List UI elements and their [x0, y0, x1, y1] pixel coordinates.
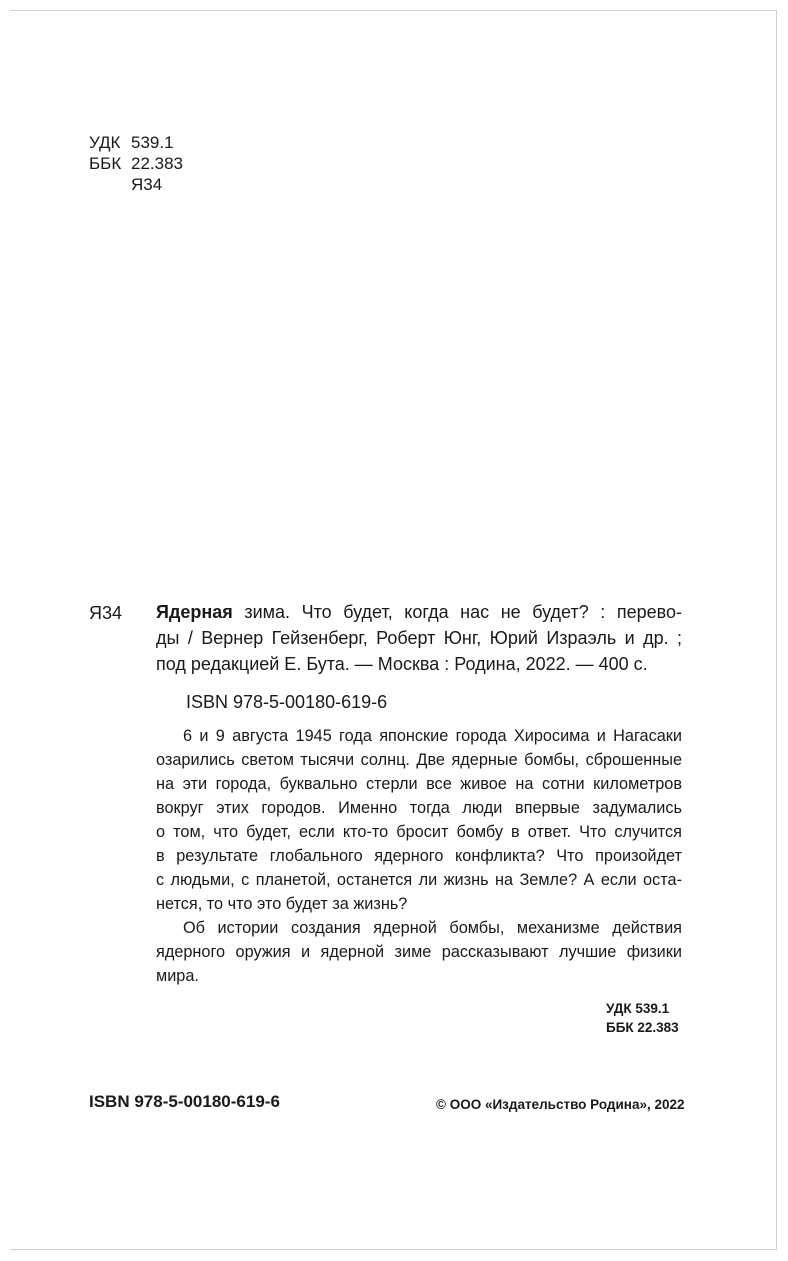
udk-value: 539.1 [131, 133, 174, 152]
bbk-bottom: ББК 22.383 [606, 1020, 679, 1035]
annotation-line: Об истории создания ядерной бомбы, механизме действия [183, 919, 682, 937]
biblio-line: ды / Вернер Гейзенберг, Роберт Юнг, Юрий Израэль и др. ; [156, 628, 682, 648]
annotation [156, 724, 682, 988]
udk-bottom: УДК 539.1 [606, 1001, 670, 1016]
udk-label: УДК [89, 133, 121, 152]
footer-isbn: ISBN 978-5-00180-619-6 [89, 1092, 280, 1111]
biblio-line [156, 599, 682, 625]
book-page [10, 10, 777, 1250]
biblio-line: под редакцией Е. Бута. — Москва : Родина, 2022. — 400 с. [156, 654, 648, 674]
annotation-line: мира. [156, 967, 199, 985]
title-bold: Ядерная [156, 602, 233, 622]
udk-row [89, 132, 183, 153]
annotation-line: ядерного оружия и ядерной зиме рассказывают лучшие физики [156, 943, 682, 961]
annotation-line: нется, то что это будет за жизнь? [156, 895, 408, 913]
annotation-line: озарились светом тысячи солнц. Две ядерные бомбы, сброшенные [156, 751, 682, 769]
author-sign-top: Я34 [131, 175, 163, 194]
title-rest: зима. Что будет, когда нас не будет? : перево- [232, 602, 682, 622]
bbk-label: ББК [89, 154, 122, 173]
annotation-line: вокруг этих городов. Именно тогда люди впервые задумались [156, 799, 682, 817]
annotation-line: в результате глобального ядерного конфликта? Что произойдет [156, 847, 682, 865]
annotation-line: с людьми, с планетой, останется ли жизнь на Земле? А если оста- [156, 871, 682, 889]
author-sign-row [89, 174, 183, 195]
annotation-line: 6 и 9 августа 1945 года японские города Хиросима и Нагасаки [183, 727, 682, 745]
classification-codes-bottom [606, 999, 679, 1037]
annotation-line: на эти города, буквально стерли все живое на сотни километров [156, 775, 682, 793]
classification-codes-top [89, 132, 183, 195]
bbk-row [89, 153, 183, 174]
bibliographic-record [156, 599, 682, 677]
entry-isbn: ISBN 978-5-00180-619-6 [186, 692, 388, 712]
entry-author-sign: Я34 [89, 603, 123, 623]
bbk-value: 22.383 [131, 154, 183, 173]
annotation-line: о том, что будет, если кто-то бросит бомбу в ответ. Что случится [156, 823, 682, 841]
copyright-notice: © ООО «Издательство Родина», 2022 [436, 1097, 685, 1112]
